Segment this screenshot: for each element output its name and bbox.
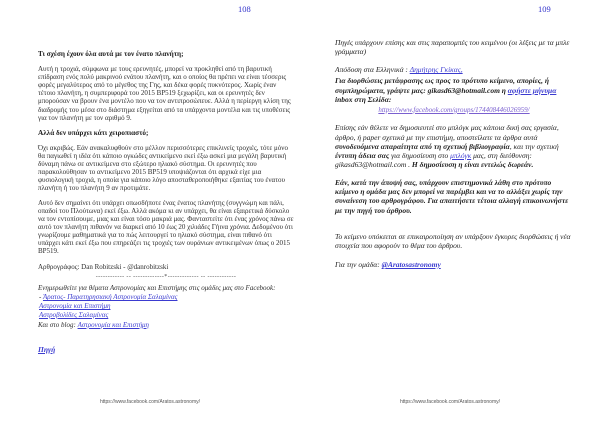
blog-line [38,321,294,329]
page-right [300,0,600,424]
text-run: για δημοσίευση στο [389,150,451,160]
link-translator[interactable]: Δημήτρης Γκίκας, [409,65,463,75]
footer-url-right: https://www.facebook.com/Aratos.astronomy/ [399,399,501,405]
facebook-intro: Ενημερωθείτε για θέματα Αστρονομίας και Επιστήμης στις ομάδες μας στο Facebook: [38,284,276,293]
team-prefix: Για την ομάδα: [335,259,382,269]
translation-line [335,65,573,74]
page-number-right: 109 [538,4,551,14]
link-blog-inline[interactable]: μπλόγκ [450,150,472,160]
link-team-account[interactable]: @Aratosastronomy [381,259,441,269]
corrections-note [335,76,573,103]
link-aratos-group[interactable]: Άρατος- Παρατηρησιακή Αστρονομία Σαλαμίνας [42,293,178,302]
footer-url-left: https://www.facebook.com/Aratos.astronomy/ [99,399,201,405]
list-item [39,302,294,311]
list-item [39,311,294,320]
list-bullet: - [39,293,43,302]
link-astrovolides-group[interactable]: Αστροβολίδες Σαλαμίνας [39,310,109,319]
text-run: Για διορθώσεις μετάφρασης ως προς το πρότυπο κείμενο, απορίες, ή συμπληρώματα, γράψτε μας: gikasd63@hotmail.com η [335,76,549,95]
publish-note [335,123,573,169]
text-run: Επίσης εάν θέλετε να δημοσιευτεί στο μπλόγκ μας κάποια δική σας εργασία, άρθρο, ή paper σχετικά με την επιστήμη, αποστείλατε τα άρθρα αυτά [335,123,559,142]
section-heading-tangible: Αλλά δεν υπάρχει κάτι χειροπιαστό; [38,128,149,137]
text-run: μας, στη διεύθυνση: gikasd63@hotmail.com . [335,150,532,169]
list-item [39,293,294,302]
link-source[interactable]: Πηγή [38,344,56,354]
link-blog[interactable]: Αστρονομία και Επιστήμη [77,320,150,329]
credits-body [335,38,573,278]
translation-prefix: Απόδοση στα Ελληνικά : [335,65,410,75]
text-run: , και την σχετική [509,141,559,151]
link-astronomy-science-group[interactable]: Αστρονομία και Επιστήμη [39,302,111,311]
link-leave-message[interactable]: αφήστε μήνυμα [507,85,557,95]
team-line [335,260,573,269]
text-run-bold: συνοδευόμενα απαραίτητα από τη σχετική βιβλιογραφία [335,141,510,151]
article-paragraph-1: Αυτή η τροχιά, σύμφωνα με τους ερευνητές, μπορεί να προκληθεί από τη βαρυτική επίδραση ενός πολύ μακρινού ενάτου πλανήτη, και ο οποίος θα πρέπει να είναι τέσσερις φορές μεγαλύτερος από το μέγεθος της Γης, και δέκα φορές πυκνότερος. Χωρίς έναν τέτοιο πλανήτη, η συμπεριφορά του 2015 BP519 ξεχωρίζει, και οι ερευνητές δεν μπορούσαν να βρουν ένα μοντέλο που να τον αντιπροσώπευε. Αλλά η περίεργη κλίση της διαδρομής του μέσα στο διάστημα εξηγείται από τα υπάρχοντα μοντέλα και τις υποθέσεις για τον πλανήτη με τον αριθμό 9. [38,65,291,122]
section-heading-ninth-planet: Τι σχέση έχουν όλα αυτά με τον ένατο πλανήτη; [38,50,184,58]
sources-note: Πηγές υπάρχουν επίσης και στις παραπομπές του κειμένου (οι λέξεις με τα μπλε γράμματα) [335,38,570,57]
page-number-left: 108 [238,4,251,14]
article-paragraph-3: Αυτό δεν σημαίνει ότι υπάρχει οπωσδήποτε ένας ένατος πλανήτης (συγγνώμη και πάλι, οπαδοί του Πλούτωνα) εκεί έξω. Αλλά ακόμα κι αν υπάρχει, θα είναι εξαιρετικά δύσκολο να τον εντοπίσουμε, μιας και είναι τόσο μακριά μας. Φανταστείτε ότι ένας χρόνος πάνω σε αυτό τον πλανήτη πιθανόν να διαρκεί από 10 έως 20 χιλιάδες Γήινα χρόνια. Δεδομένου ότι γνωρίζουμε μαθηματικά για το πώς λειτουργεί το ηλιακό σύστημα, είναι πιθανό ότι υπάρχει κάτι εκεί έξω που επηρεάζει τις τροχιές των ουράνιων αντικειμένων όπως ο 2015 BP519. [38,199,294,256]
article-body [38,50,294,354]
facebook-group-links [38,293,294,319]
link-facebook-group-url[interactable]: https://www.facebook.com/groups/174408446026959/ [378,105,530,114]
author-line: Αρθρογράφος: Dan Robitzski - @danrobitzski [38,262,169,271]
section-divider: ------------ -- -------------*------------- -- ------------ [95,273,237,280]
text-run-bold: έντυπη άδεια σας [335,150,390,160]
update-note: Το κείμενο υπόκειται σε επικαιροποίηση αν υπάρξουν έγκυρες διορθώσεις ή νέα στοιχεία που αφορούν το θέμα του άρθρου. [335,231,571,250]
article-paragraph-2: Όχι ακριβώς. Εάν ανακαλυφθούν στο μέλλον περισσότερες επικλινείς τροχιές, τότε μόνο θα παγιωθεί η ιδέα ότι κάποιο ογκώδες αντικείμενο εκεί έξω ασκεί μια μεγάλη βαρυτική δύναμη πάνω σε αντικείμενα στο εξώτερο ηλιακό σύστημα. Οι ερευνητές που παρακολούθησαν το αντικείμενο 2015 BP519 υποψιάζονται ότι αρχικά είχε μια φυσιολογική τροχιά, η οποία για κάποιο λόγο αποσταθεροποιήθηκε εξαιτίας του ένατου πλανήτη ή του πλανήτη 9 αν προτιμάτε. [38,143,288,193]
errors-note: Εάν, κατά την άποψή σας, υπάρχουν επιστημονικά λάθη στο πρότυπο κείμενο η ομάδα μας δεν μπορεί να παρέμβει και να το αλλάξει χωρίς την συναίνεση του αρθρογράφου. Για απαιτήσετε τέτοια αλλαγή επικοινωνήστε με την πηγή του άρθρου. [335,178,569,215]
blog-prefix: Και στο blog: [38,320,78,329]
source-line [38,346,294,355]
text-run: inbox στη Σελίδα: [335,94,392,104]
text-run-bold: Η δημοσίευση η είναι εντελώς δωρεάν. [411,159,534,169]
